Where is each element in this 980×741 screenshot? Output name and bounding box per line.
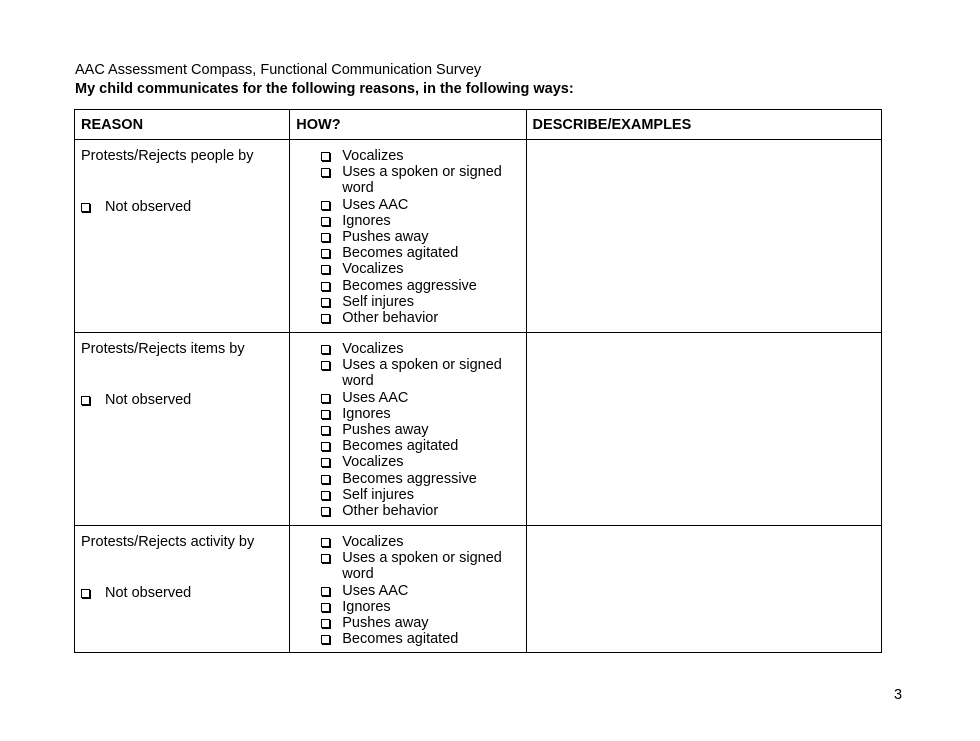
how-option-label: Ignores — [342, 598, 391, 615]
how-option[interactable] — [290, 631, 525, 647]
how-option-label: Uses a spoken or signed word — [342, 164, 502, 197]
describe-cell[interactable] — [526, 333, 881, 526]
page-number: 3 — [894, 687, 903, 703]
how-option[interactable] — [290, 357, 525, 389]
table-row — [75, 140, 882, 333]
how-option-label: Becomes aggressive — [342, 470, 477, 487]
how-options-list — [290, 526, 525, 647]
how-option[interactable] — [290, 341, 525, 357]
checkbox-icon[interactable] — [321, 168, 330, 177]
not-observed-label: Not observed — [105, 392, 192, 408]
table-row — [75, 526, 882, 653]
checkbox-icon[interactable] — [321, 603, 330, 612]
how-option-label: Other behavior — [342, 503, 439, 520]
checkbox-icon[interactable] — [321, 394, 330, 403]
checkbox-icon[interactable] — [321, 361, 330, 370]
checkbox-icon[interactable] — [321, 554, 330, 563]
checkbox-icon[interactable] — [321, 475, 330, 484]
how-option-label: Becomes agitated — [342, 438, 459, 455]
how-option[interactable] — [290, 422, 525, 438]
how-option[interactable] — [290, 245, 525, 261]
how-option[interactable] — [290, 550, 525, 582]
how-option[interactable] — [290, 148, 525, 164]
how-option-label: Becomes aggressive — [342, 277, 477, 294]
how-option[interactable] — [290, 197, 525, 213]
not-observed-option[interactable] — [105, 585, 191, 601]
checkbox-icon[interactable] — [321, 249, 330, 258]
how-cell — [290, 140, 526, 333]
checkbox-icon[interactable] — [321, 491, 330, 500]
how-option[interactable] — [290, 310, 525, 326]
how-option[interactable] — [290, 261, 525, 277]
how-cell — [290, 526, 526, 653]
not-observed-option[interactable] — [105, 392, 191, 408]
checkbox-icon[interactable] — [321, 282, 330, 291]
checkbox-icon[interactable] — [321, 298, 330, 307]
how-option[interactable] — [290, 390, 525, 406]
checkbox-icon[interactable] — [321, 217, 330, 226]
header-describe: DESCRIBE/EXAMPLES — [526, 110, 881, 140]
checkbox-icon[interactable] — [321, 345, 330, 354]
how-option-label: Uses a spoken or signed word — [342, 357, 502, 390]
reason-label: Protests/Rejects items by — [81, 341, 245, 357]
document-title: AAC Assessment Compass, Functional Communication Survey — [75, 62, 482, 78]
how-option-label: Vocalizes — [342, 454, 404, 471]
not-observed-label: Not observed — [105, 585, 192, 601]
how-option[interactable] — [290, 229, 525, 245]
how-option[interactable] — [290, 599, 525, 615]
how-option-label: Self injures — [342, 486, 414, 503]
how-option-label: Other behavior — [342, 310, 439, 327]
how-option[interactable] — [290, 583, 525, 599]
how-option[interactable] — [290, 406, 525, 422]
how-option[interactable] — [290, 503, 525, 519]
how-option-label: Vocalizes — [342, 148, 404, 164]
checkbox-icon[interactable] — [321, 619, 330, 628]
reason-label: Protests/Rejects people by — [81, 148, 254, 164]
how-cell — [290, 333, 526, 526]
how-option[interactable] — [290, 438, 525, 454]
document-subtitle: My child communicates for the following reasons, in the following ways: — [75, 81, 574, 97]
reason-label: Protests/Rejects activity by — [81, 534, 255, 550]
checkbox-icon[interactable] — [321, 635, 330, 644]
how-option-label: Pushes away — [342, 229, 429, 246]
how-option-label: Vocalizes — [342, 341, 404, 357]
how-option[interactable] — [290, 487, 525, 503]
reason-cell — [75, 526, 290, 653]
how-option-label: Pushes away — [342, 615, 429, 632]
how-option[interactable] — [290, 471, 525, 487]
how-option-label: Ignores — [342, 212, 391, 229]
how-option[interactable] — [290, 615, 525, 631]
checkbox-icon[interactable] — [321, 587, 330, 596]
header-reason: REASON — [75, 110, 290, 140]
table-header-row — [75, 110, 882, 140]
not-observed-label: Not observed — [105, 199, 192, 215]
how-option[interactable] — [290, 534, 525, 550]
how-option-label: Becomes agitated — [342, 631, 459, 648]
checkbox-icon[interactable] — [321, 442, 330, 451]
checkbox-icon[interactable] — [321, 233, 330, 242]
how-option-label: Uses AAC — [342, 389, 409, 406]
how-option-label: Self injures — [342, 293, 414, 310]
how-option-label: Becomes agitated — [342, 245, 459, 262]
how-option-label: Vocalizes — [342, 261, 404, 278]
how-option[interactable] — [290, 294, 525, 310]
how-option-label: Uses AAC — [342, 196, 409, 213]
how-option-label: Ignores — [342, 405, 391, 422]
how-option-label: Vocalizes — [342, 534, 404, 550]
survey-table — [74, 109, 882, 653]
how-option[interactable] — [290, 213, 525, 229]
checkbox-icon[interactable] — [321, 507, 330, 516]
how-option[interactable] — [290, 164, 525, 196]
checkbox-icon[interactable] — [321, 201, 330, 210]
how-option-label: Uses AAC — [342, 582, 409, 599]
reason-cell — [75, 333, 290, 526]
how-option[interactable] — [290, 278, 525, 294]
reason-cell — [75, 140, 290, 333]
checkbox-icon[interactable] — [321, 458, 330, 467]
checkbox-icon[interactable] — [321, 410, 330, 419]
checkbox-icon[interactable] — [321, 426, 330, 435]
describe-cell[interactable] — [526, 526, 881, 653]
how-option-label: Pushes away — [342, 422, 429, 439]
not-observed-option[interactable] — [105, 199, 191, 215]
how-options-list — [290, 140, 525, 326]
how-option[interactable] — [290, 454, 525, 470]
checkbox-icon[interactable] — [321, 265, 330, 274]
checkbox-icon[interactable] — [321, 538, 330, 547]
describe-cell[interactable] — [526, 140, 881, 333]
header-how: HOW? — [290, 110, 526, 140]
checkbox-icon[interactable] — [321, 314, 330, 323]
table-row — [75, 333, 882, 526]
checkbox-icon[interactable] — [321, 152, 330, 161]
checkbox-icon[interactable] — [81, 589, 90, 598]
checkbox-icon[interactable] — [81, 203, 90, 212]
checkbox-icon[interactable] — [81, 396, 90, 405]
how-options-list — [290, 333, 525, 519]
how-option-label: Uses a spoken or signed word — [342, 550, 502, 583]
